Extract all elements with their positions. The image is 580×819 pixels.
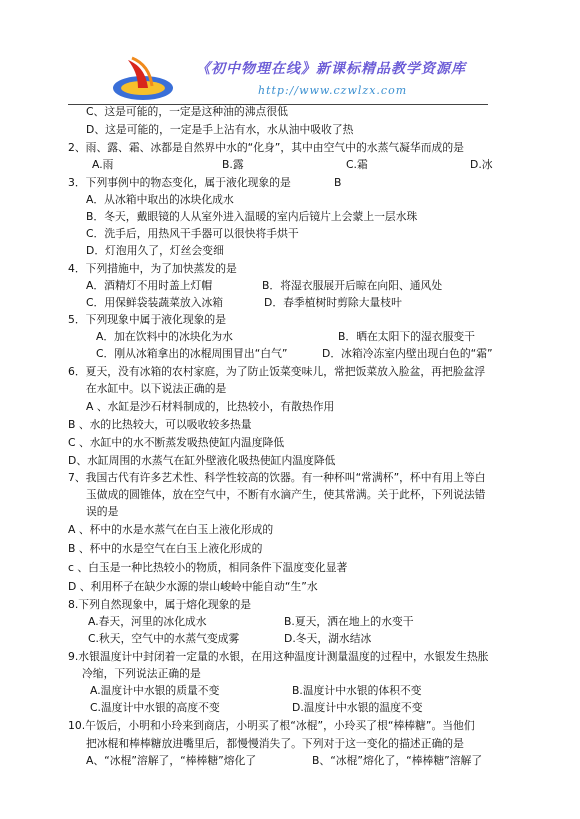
q5-option-c: C．刚从冰箱拿出的冰棍周围冒出“白气”: [96, 347, 288, 360]
q4-option-a: A．酒精灯不用时盖上灯帽: [86, 279, 213, 292]
q5-option-d: D．冰箱冷冻室内壁出现白色的“霜”: [322, 347, 493, 360]
q7-option-d: D 、利用杯子在缺少水源的崇山峻岭中能自动“生”水: [68, 580, 318, 593]
q8-option-c: C.秋天，空气中的水蒸气变成雾: [88, 632, 240, 645]
q7-stem-line1: 7、我国古代有许多艺术性、科学性较高的饮器。有一种杯叫“常满杯”，杯中有用上等白: [68, 471, 486, 484]
q7-option-c: c 、白玉是一种比热较小的物质，相同条件下温度变化显著: [68, 561, 348, 574]
q9-option-a: A.温度计中水银的质量不变: [90, 684, 220, 697]
q10-option-a: A、“冰棍”溶解了，“棒棒糖”熔化了: [86, 754, 257, 767]
q3-option-d: D．灯泡用久了，灯丝会变细: [86, 244, 224, 257]
q6-stem-line2: 在水缸中。以下说法正确的是: [86, 382, 227, 395]
q8-option-b: B.夏天，洒在地上的水变干: [284, 615, 414, 628]
q3-answer: B: [334, 176, 342, 189]
q6-option-a: A 、水缸是沙石材料制成的，比热较小，有散热作用: [86, 400, 335, 413]
q10-stem-line2: 把冰棍和棒棒糖放进嘴里后，都慢慢消失了。下列对于这一变化的描述正确的是: [86, 737, 464, 750]
q5-stem: 5．下列现象中属于液化现象的是: [68, 313, 227, 326]
q10-option-b: B、“冰棍”熔化了，“棒棒糖”溶解了: [312, 754, 483, 767]
q7-option-b: B 、杯中的水是空气在白玉上液化形成的: [68, 542, 263, 555]
q8-stem: 8.下列自然现象中，属于熔化现象的是: [68, 598, 252, 611]
page-header: [0, 0, 580, 106]
q8-option-a: A.春天，河里的冰化成水: [88, 615, 207, 628]
q2-stem: 2、雨、露、霜、冰都是自然界中水的“化身”，其中由空气中的水蒸气凝华而成的是: [68, 141, 464, 154]
q6-option-d: D、水缸周围的水蒸气在缸外壁液化吸热使缸内温度降低: [68, 454, 336, 467]
q1-option-d: D、这是可能的，一定是手上沾有水，水从油中吸收了热: [86, 123, 354, 136]
q4-stem: 4．下列措施中，为了加快蒸发的是: [68, 262, 237, 275]
q2-option-a: A.雨: [92, 158, 114, 171]
q6-stem-line1: 6．夏天，没有冰箱的农村家庭，为了防止饭菜变味儿，常把饭菜放入脸盆，再把脸盆浮: [68, 365, 486, 378]
q3-option-c: C．洗手后，用热风干手器可以很快将手烘干: [86, 227, 299, 240]
q2-option-c: C.霜: [346, 158, 368, 171]
q2-option-d: D.冰: [470, 158, 493, 171]
q7-stem-line2: 玉做成的圆锥体，放在空气中，不断有水滴产生，使其常满。关于此杯，下列说法错: [86, 488, 486, 501]
q4-option-d: D．春季植树时剪除大量枝叶: [264, 296, 402, 309]
q6-option-c: C 、水缸中的水不断蒸发吸热使缸内温度降低: [68, 436, 285, 449]
q9-stem-line1: 9.水银温度计中封闭着一定量的水银，在用这种温度计测量温度的过程中，水银发生热胀: [68, 650, 489, 663]
q7-stem-line3: 误的是: [86, 505, 119, 518]
q6-option-b: B 、水的比热较大，可以吸收较多热量: [68, 418, 252, 431]
q4-option-c: C．用保鲜袋装蔬菜放入冰箱: [86, 296, 224, 309]
site-url[interactable]: http://www.czwlzx.com: [258, 84, 408, 97]
q4-option-b: B．将湿衣服展开后晾在向阳、通风处: [262, 279, 443, 292]
q2-option-b: B.露: [222, 158, 244, 171]
site-logo: [108, 54, 178, 106]
q3-option-b: B．冬天，戴眼镜的人从室外进入温暖的室内后镜片上会蒙上一层水珠: [86, 210, 418, 223]
q9-stem-line2: 冷缩，下列说法正确的是: [82, 667, 201, 680]
site-title: 《初中物理在线》新课标精品教学资源库: [196, 61, 466, 77]
q3-stem: 3．下列事例中的物态变化，属于液化现象的是: [68, 176, 291, 189]
q3-option-a: A．从冰箱中取出的冰块化成水: [86, 193, 234, 206]
q5-option-a: A．加在饮料中的冰块化为水: [96, 330, 233, 343]
q5-option-b: B．晒在太阳下的湿衣服变干: [338, 330, 475, 343]
q8-option-d: D.冬天，湖水结冰: [284, 632, 372, 645]
q10-stem-line1: 10.午饭后，小明和小玲来到商店，小明买了根“冰棍”，小玲买了根“棒棒糖”。当他们: [68, 719, 475, 732]
q9-option-c: C.温度计中水银的高度不变: [90, 701, 220, 714]
q1-option-c: C、这是可能的，一定是这种油的沸点很低: [86, 105, 288, 118]
q9-option-d: D.温度计中水银的温度不变: [292, 701, 423, 714]
q7-option-a: A 、杯中的水是水蒸气在白玉上液化形成的: [68, 523, 274, 536]
q9-option-b: B.温度计中水银的体积不变: [292, 684, 422, 697]
